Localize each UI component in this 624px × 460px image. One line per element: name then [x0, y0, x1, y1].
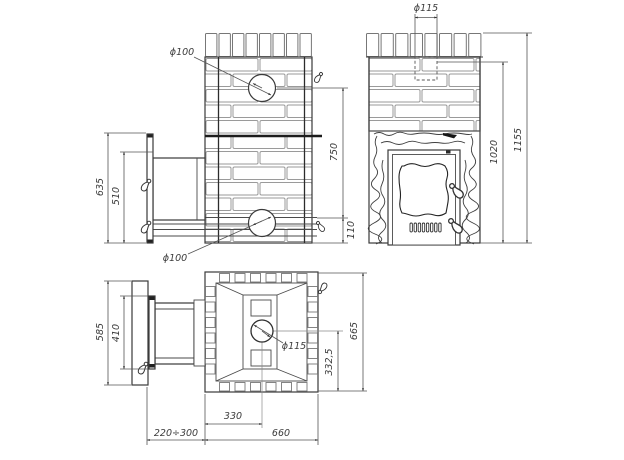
damper-handle-icon	[313, 71, 324, 83]
front-view	[366, 3, 532, 245]
side-view	[95, 34, 357, 265]
front-crenellation	[366, 34, 483, 58]
dim-label-1155: 1155	[513, 127, 524, 153]
dim-label-phi100-bottom: ϕ100	[162, 253, 188, 264]
dim-label-510: 510	[111, 186, 122, 206]
dim-label-750: 750	[329, 142, 340, 162]
dim-label-332-5: 332,5	[324, 348, 335, 376]
dim-label-660: 660	[271, 428, 291, 439]
top-opening-front	[251, 300, 271, 316]
dim-label-1020: 1020	[489, 139, 500, 165]
firebox-door-front	[388, 150, 465, 245]
dim-label-330: 330	[223, 411, 243, 422]
front-brick-top	[369, 57, 480, 131]
dim-label-635: 635	[95, 177, 106, 197]
dim-label-410: 410	[111, 323, 122, 343]
firebox-tunnel-side	[153, 158, 205, 220]
dim-label-phi100-top: ϕ100	[169, 47, 195, 58]
damper-handle-icon	[315, 220, 326, 232]
plan-view	[95, 272, 367, 445]
dim-label-220-300: 220÷300	[153, 428, 199, 439]
glass-window	[399, 164, 448, 216]
top-opening-rear	[251, 350, 271, 366]
damper-handle-icon	[317, 282, 328, 295]
firebox-tunnel-plan	[155, 300, 205, 366]
crenellation-top	[205, 34, 312, 58]
soot-mark	[443, 133, 457, 138]
dim-label-110: 110	[346, 220, 357, 240]
dim-label-phi115-plan: ϕ115	[281, 341, 307, 352]
dim-label-phi115-front: ϕ115	[413, 3, 439, 14]
dim-label-585: 585	[95, 322, 106, 342]
pipe-hole-bottom	[249, 210, 276, 237]
dim-label-665: 665	[349, 321, 360, 341]
